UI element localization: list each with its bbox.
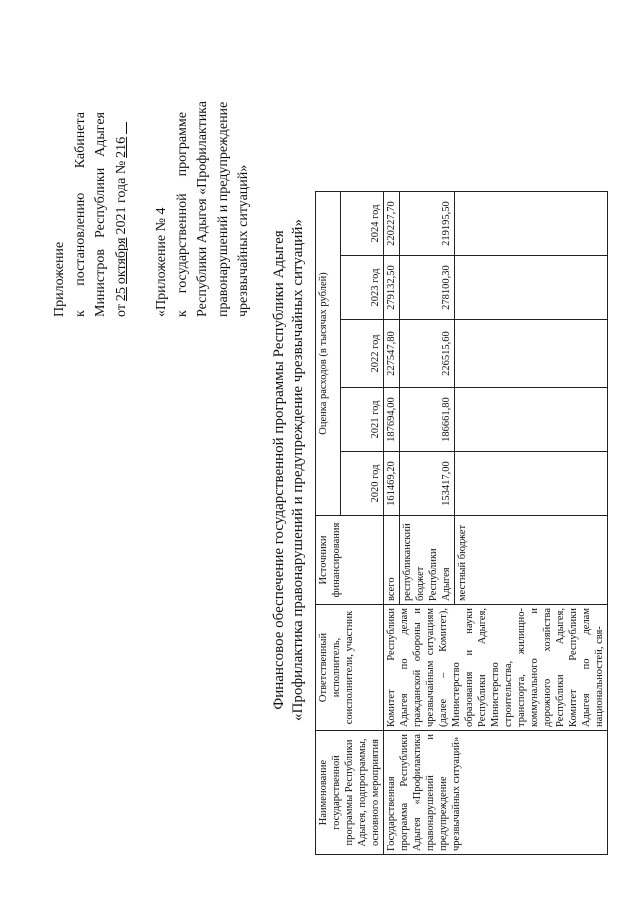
value-cell: 279132,50	[384, 256, 400, 320]
header-year: 2021 год	[341, 388, 384, 452]
value-cell	[455, 256, 608, 320]
program-appendix-line5: чрезвычайных ситуаций»	[236, 164, 251, 317]
table-row	[384, 192, 400, 855]
appendix-date-year: 2021 года №	[113, 160, 129, 235]
value-cell	[455, 452, 608, 516]
appendix-date-day: 25	[113, 287, 129, 302]
program-appendix-word: программе	[174, 112, 190, 177]
header-year: 2022 год	[341, 320, 384, 388]
value-cell: 278100,30	[400, 256, 455, 320]
appendix-word: Кабинета	[72, 112, 88, 169]
document-title	[270, 210, 308, 730]
value-cell	[455, 320, 608, 388]
value-cell: 161469,20	[384, 452, 400, 516]
value-cell: 220227,70	[384, 192, 400, 256]
value-cell	[455, 192, 608, 256]
value-cell: 219195,50	[400, 192, 455, 256]
program-appendix-block	[152, 101, 255, 317]
appendix-word: к	[72, 310, 88, 317]
header-year: 2020 год	[341, 452, 384, 516]
header-year: 2023 год	[341, 256, 384, 320]
program-appendix-line4: правонарушений и предупреждение	[215, 101, 231, 317]
table-header-row	[316, 192, 341, 855]
header-name: Наименование государственной программы Республики Адыгея, подпрограммы, основного мероприятия	[316, 731, 384, 855]
financing-table	[315, 191, 608, 855]
value-cell: 227547,80	[384, 320, 400, 388]
program-name-cell: Государственная программа Республики Адыгея «Профилактика правонарушений и предупреждение чрезвычайных ситуаций»	[384, 731, 608, 855]
header-year: 2024 год	[341, 192, 384, 256]
appendix-line1: Приложение	[52, 241, 67, 317]
program-appendix-word: государственной	[174, 193, 190, 294]
header-executor: Ответственный исполнитель, соисполнители, участник	[316, 605, 384, 731]
appendix-block	[50, 101, 255, 317]
header-estimate: Оценка расходов (в тысячах рублей)	[316, 192, 341, 516]
source-cell: местный бюджет	[455, 516, 608, 605]
program-appendix-line1: «Приложение № 4	[154, 207, 169, 317]
underline-blank	[112, 122, 127, 134]
source-cell: республиканский бюджет Республики Адыгея	[400, 516, 455, 605]
appendix-word: Адыгея	[93, 112, 108, 157]
appendix-word: Республики	[93, 167, 108, 239]
program-appendix-word: к	[174, 310, 190, 317]
value-cell: 186661,80	[400, 388, 455, 452]
title-line2: «Профилактика правонарушений и предупреждение чрезвычайных ситуаций»	[290, 219, 306, 721]
value-cell: 153417,00	[400, 452, 455, 516]
appendix-word: Министров	[93, 248, 108, 317]
appendix-doc-number: 216	[113, 136, 129, 158]
value-cell: 226515,60	[400, 320, 455, 388]
appendix-date-month: октября	[113, 237, 129, 285]
source-cell: всего	[384, 516, 400, 605]
executor-cell: Комитет Республики Адыгея по делам гражданской обороны и чрезвычайным ситуациям (далее – Комитет), Министерство образования и науки Республики Адыгея, Министерство строительства, транспорта, жилищно-коммунального и дорожного хозяйства Республики Адыгея, Комитет Республики Адыгея по делам национальностей, свя-	[384, 605, 608, 731]
title-line1: Финансовое обеспечение государственной программы Республики Адыгея	[271, 230, 287, 710]
header-source: Источники финансирования	[316, 516, 384, 605]
value-cell	[455, 388, 608, 452]
appendix-word: постановлению	[72, 192, 88, 286]
value-cell: 187694,00	[384, 388, 400, 452]
program-appendix-line3: Республики Адыгея «Профилактика	[195, 101, 210, 317]
appendix-date-prefix: от	[113, 304, 129, 317]
